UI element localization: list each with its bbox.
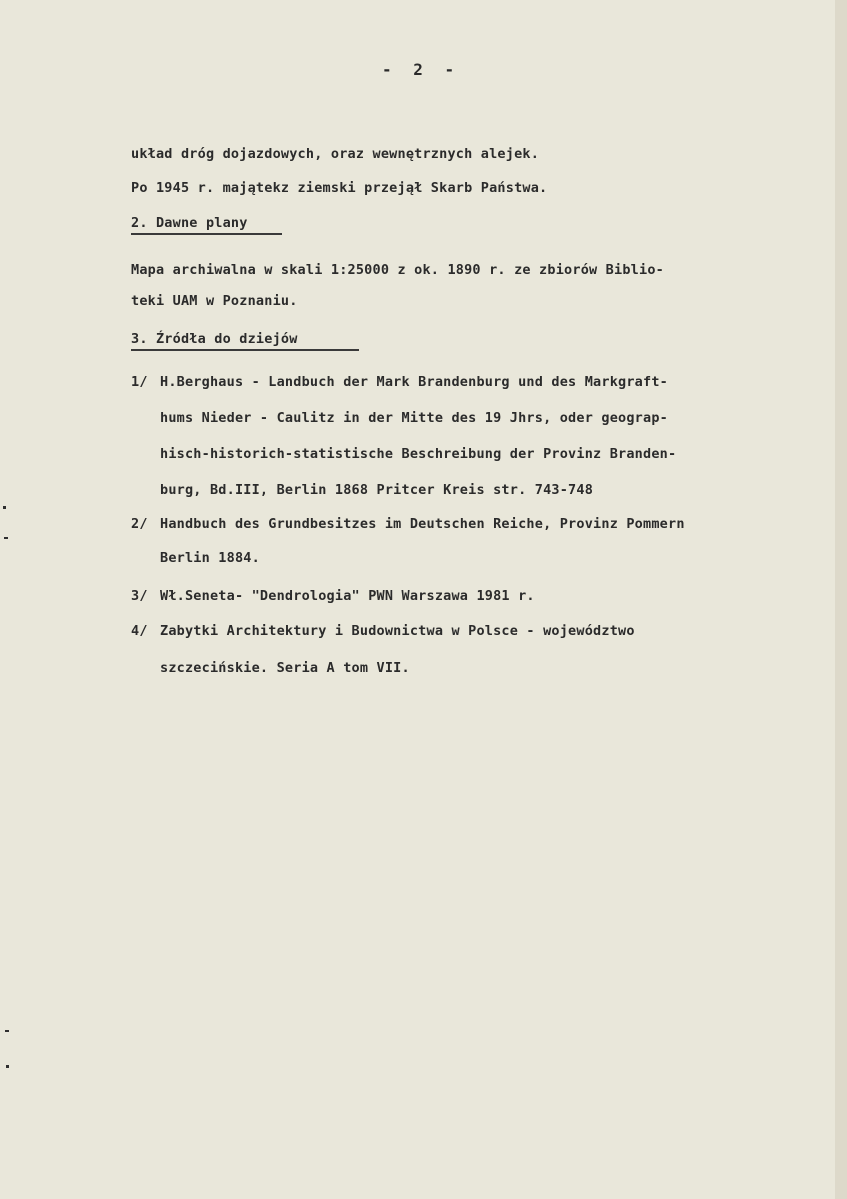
scan-mark — [4, 537, 8, 539]
reference-line: hisch-historich-statistische Beschreibung der Provinz Branden- — [160, 446, 677, 462]
reference-line: H.Berghaus - Landbuch der Mark Brandenburg und des Markgraft- — [160, 374, 668, 390]
page-number: - 2 - — [382, 60, 461, 79]
scan-mark — [3, 506, 6, 509]
section-2-line: teki UAM w Poznaniu. — [131, 293, 298, 309]
reference-line: szczecińskie. Seria A tom VII. — [160, 660, 410, 676]
reference-line: Berlin 1884. — [160, 550, 260, 566]
section-heading-plans: 2. Dawne plany — [131, 215, 282, 235]
scan-mark — [6, 1065, 9, 1068]
reference-number: 1/ — [131, 374, 148, 390]
section-2-line: Mapa archiwalna w skali 1:25000 z ok. 1890 r. ze zbiorów Biblio- — [131, 262, 664, 278]
reference-number: 3/ — [131, 588, 148, 604]
section-heading-sources: 3. Źródła do dziejów — [131, 331, 359, 351]
reference-line: Handbuch des Grundbesitzes im Deutschen Reiche, Provinz Pommern — [160, 516, 685, 532]
intro-line: Po 1945 r. majątekz ziemski przejął Skarb Państwa. — [131, 180, 548, 196]
reference-number: 2/ — [131, 516, 148, 532]
reference-number: 4/ — [131, 623, 148, 639]
intro-line: układ dróg dojazdowych, oraz wewnętrznych alejek. — [131, 146, 540, 162]
scan-mark — [5, 1030, 9, 1032]
reference-line: Wł.Seneta- "Dendrologia" PWN Warszawa 1981 r. — [160, 588, 535, 604]
reference-line: Zabytki Architektury i Budownictwa w Polsce - województwo — [160, 623, 635, 639]
page-edge — [835, 0, 847, 1199]
reference-line: hums Nieder - Caulitz in der Mitte des 19 Jhrs, oder geograp- — [160, 410, 668, 426]
reference-line: burg, Bd.III, Berlin 1868 Pritcer Kreis str. 743-748 — [160, 482, 594, 498]
